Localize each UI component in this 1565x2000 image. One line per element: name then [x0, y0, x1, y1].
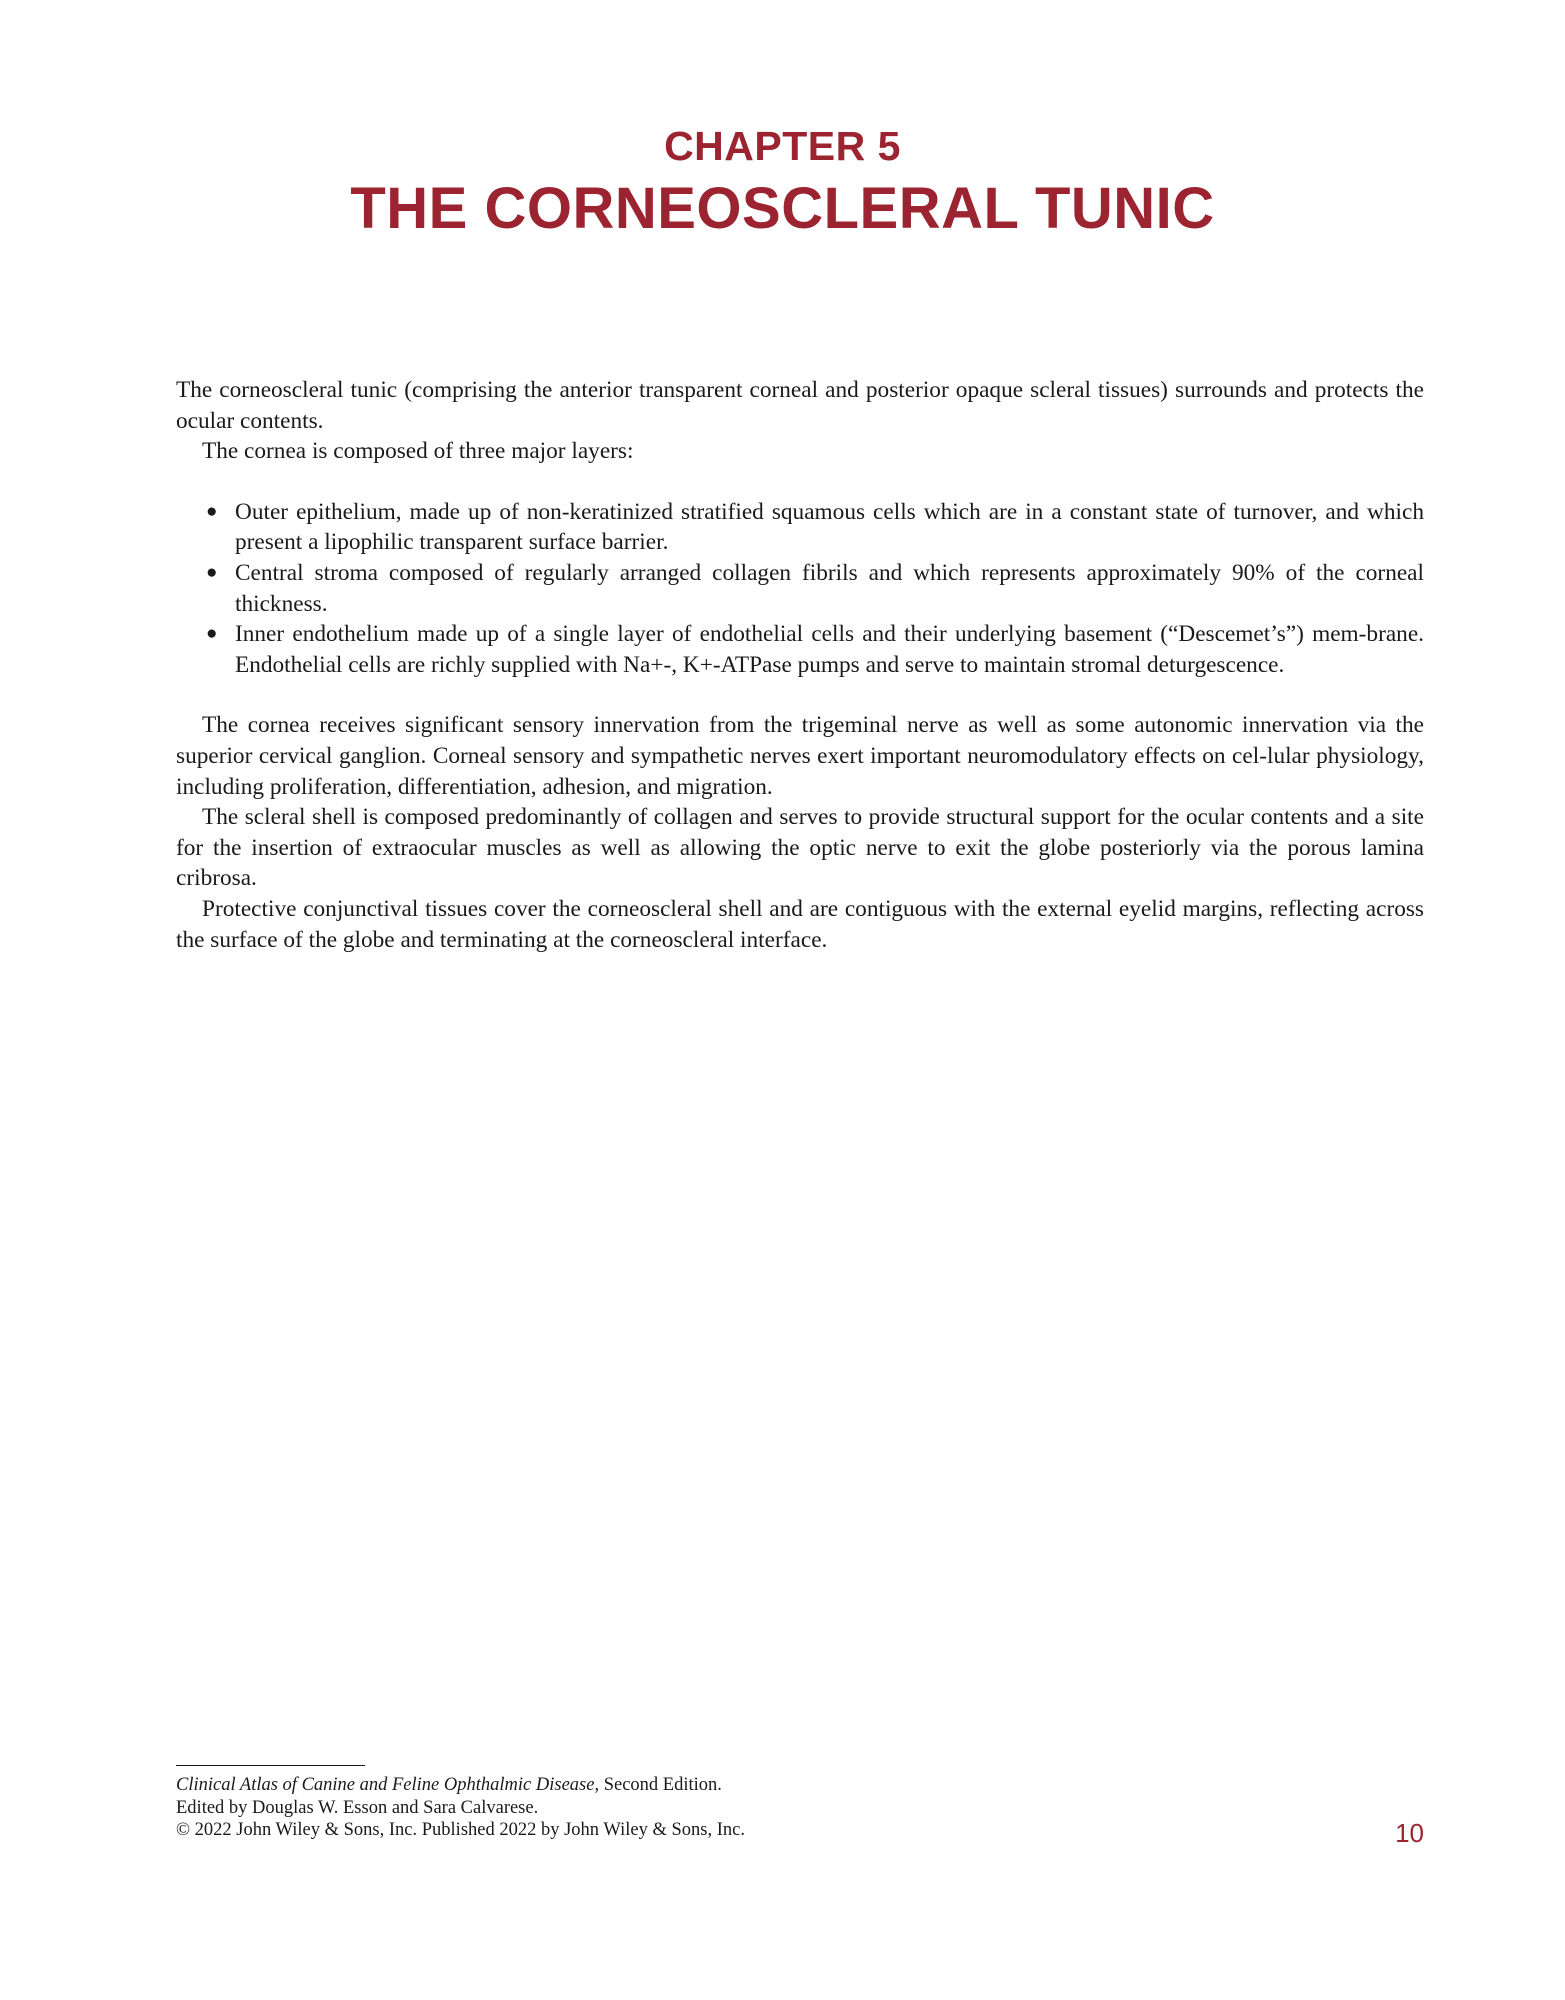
corneal-layers-list	[176, 497, 1424, 681]
innervation-paragraph: The cornea receives significant sensory innervation from the trigeminal nerve as well as some autonomic innervation via the superior cervical ganglion. Corneal sensory and sympathetic nerves exert important neuromodulatory effects on cel-lular physiology, including proliferation, differentiation, adhesion, and migration.	[176, 712, 1424, 800]
book-title: Clinical Atlas of Canine and Feline Ophthalmic Disease	[176, 1775, 595, 1795]
bullet-icon: ●	[206, 500, 218, 522]
page-number: 10	[1395, 1818, 1424, 1848]
bullet-icon: ●	[206, 561, 218, 583]
chapter-title: THE CORNEOSCLERAL TUNIC	[350, 176, 1215, 241]
list-item-text: Central stroma composed of regularly arranged collagen fibrils and which represents approximately 90% of the corneal thickness.	[235, 559, 1424, 617]
book-edition: , Second Edition.	[594, 1775, 722, 1795]
list-item	[206, 558, 1424, 619]
copyright-line: © 2022 John Wiley & Sons, Inc. Published 2022 by John Wiley & Sons, Inc.	[176, 1820, 745, 1841]
book-citation-footer	[176, 1765, 1424, 1842]
bullet-icon: ●	[206, 623, 218, 645]
list-item-text: Outer epithelium, made up of non-keratinized stratified squamous cells which are in a constant state of turnover, and which present a lipophilic transparent surface barrier.	[235, 498, 1424, 556]
footnote-divider	[176, 1765, 365, 1766]
editors-line: Edited by Douglas W. Esson and Sara Calvarese.	[176, 1797, 539, 1818]
chapter-body	[176, 375, 1424, 955]
list-item	[206, 619, 1424, 680]
list-item	[206, 497, 1424, 558]
citation-line	[176, 1774, 1424, 1797]
conjunctiva-paragraph: Protective conjunctival tissues cover the corneoscleral shell and are contiguous with the external eyelid margins, reflecting across the surface of the globe and terminating at the corneoscleral interface.	[176, 895, 1424, 953]
scleral-shell-paragraph: The scleral shell is composed predominantly of collagen and serves to provide structural support for the ocular contents and a site for the insertion of extraocular muscles as well as allowing the optic nerve to exit the globe posteriorly via the porous lamina cribrosa.	[176, 804, 1424, 892]
intro-paragraph: The corneoscleral tunic (comprising the anterior transparent corneal and posterior opaque scleral tissues) surrounds and protects the ocular contents.	[176, 377, 1424, 434]
list-item-text: Inner endothelium made up of a single layer of endothelial cells and their underlying basement (“Descemet’s”) mem-brane. Endothelial cells are richly supplied with Na+-, K+-ATPase pumps and serve to maintain stromal deturgescence.	[235, 621, 1424, 678]
chapter-label: CHAPTER 5	[664, 123, 901, 169]
chapter-heading	[0, 118, 1565, 244]
layers-lead-paragraph: The cornea is composed of three major layers:	[202, 438, 634, 465]
